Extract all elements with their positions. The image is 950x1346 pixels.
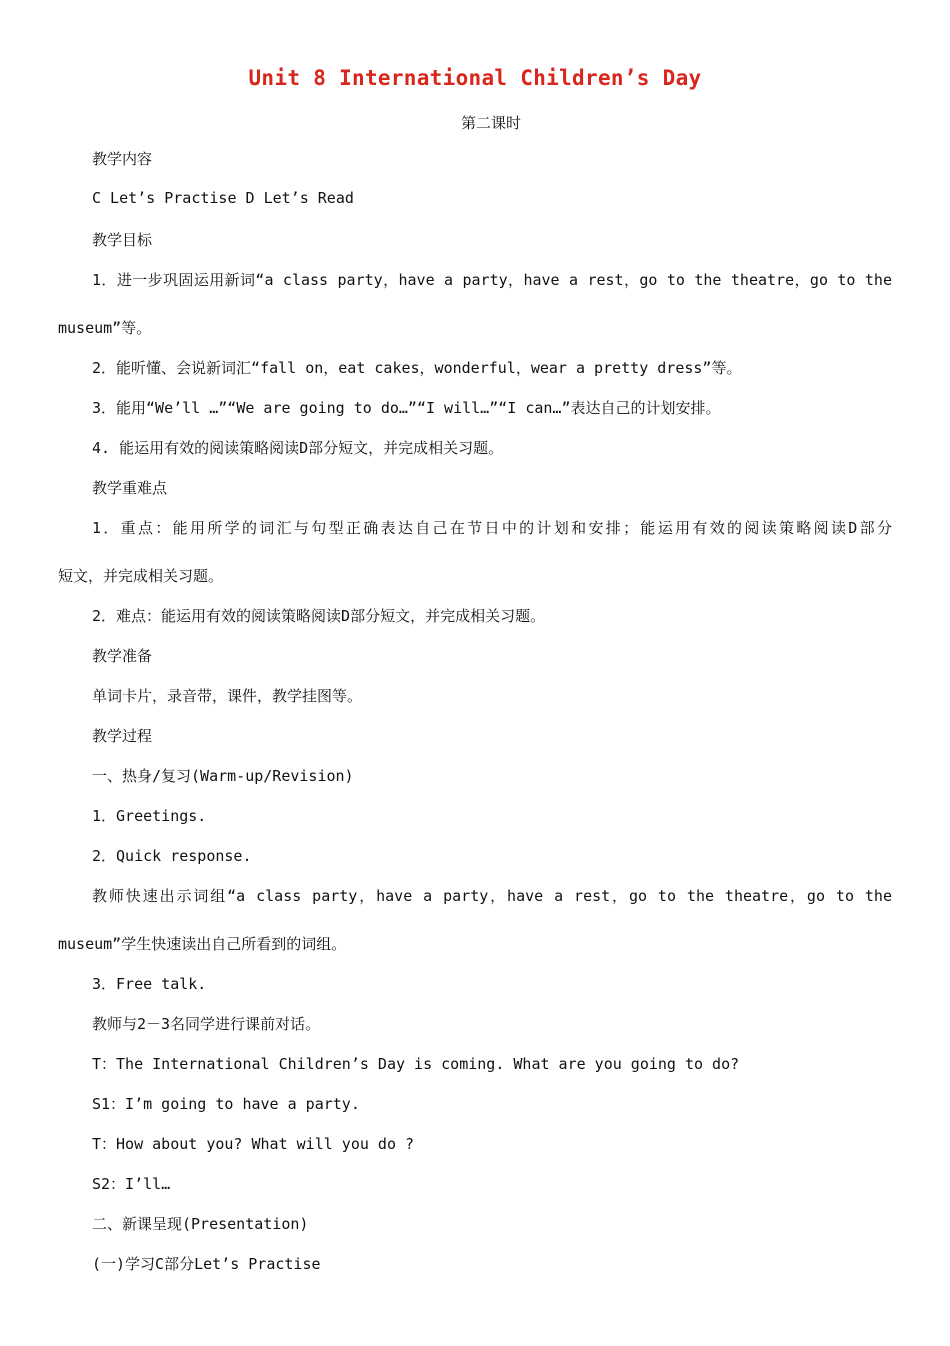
- heading-process: 教学过程: [92, 727, 153, 745]
- heading-key-points: 教学重难点: [92, 479, 168, 497]
- quick-response-text: 教师快速出示词组“a class party，have a party，have a rest，go to the theatre，go to the: [92, 887, 892, 905]
- objective-4: 4. 能运用有效的阅读策略阅读D部分短文，并完成相关习题。: [92, 439, 504, 457]
- dialogue-t-1: T：The International Children’s Day is coming. What are you going to do?: [92, 1055, 740, 1073]
- step-free-talk: 3．Free talk.: [92, 975, 207, 993]
- heading-content: 教学内容: [92, 150, 153, 168]
- heading-objectives: 教学目标: [92, 231, 153, 249]
- objective-3: 3．能用“We’ll …”“We are going to do…”“I will…”“I can…”表达自己的计划安排。: [92, 399, 721, 417]
- subsection-practise: (一)学习C部分Let’s Practise: [92, 1255, 321, 1273]
- free-talk-text: 教师与2－3名同学进行课前对话。: [92, 1015, 321, 1033]
- key-point-1-cont: 短文，并完成相关习题。: [58, 567, 224, 585]
- objective-1-cont: museum”等。: [58, 319, 152, 337]
- document-title: Unit 8 International Children’s Day: [248, 66, 702, 90]
- key-point-2: 2．难点：能运用有效的阅读策略阅读D部分短文，并完成相关习题。: [92, 607, 546, 625]
- quick-response-cont: museum”学生快速读出自己所看到的词组。: [58, 935, 347, 953]
- section-presentation: 二、新课呈现(Presentation): [92, 1215, 309, 1233]
- heading-preparation: 教学准备: [92, 647, 153, 665]
- dialogue-s2: S2：I’ll…: [92, 1175, 171, 1193]
- dialogue-t-2: T：How about you? What will you do ?: [92, 1135, 415, 1153]
- content-text: C Let’s Practise D Let’s Read: [92, 189, 354, 207]
- objective-1: 1．进一步巩固运用新词“a class party，have a party，have a rest，go to the theatre，go to the: [92, 271, 892, 289]
- step-quick-response: 2．Quick response.: [92, 847, 252, 865]
- step-greetings: 1．Greetings.: [92, 807, 207, 825]
- lesson-subtitle: 第二课时: [460, 114, 521, 132]
- dialogue-s1: S1：I’m going to have a party.: [92, 1095, 360, 1113]
- key-point-1: 1．重点：能用所学的词汇与句型正确表达自己在节日中的计划和安排；能运用有效的阅读策略阅读D部分: [92, 519, 892, 537]
- objective-2: 2．能听懂、会说新词汇“fall on，eat cakes，wonderful，wear a pretty dress”等。: [92, 359, 742, 377]
- section-warmup: 一、热身/复习(Warm-up/Revision): [92, 767, 354, 785]
- preparation-text: 单词卡片，录音带，课件，教学挂图等。: [92, 687, 363, 705]
